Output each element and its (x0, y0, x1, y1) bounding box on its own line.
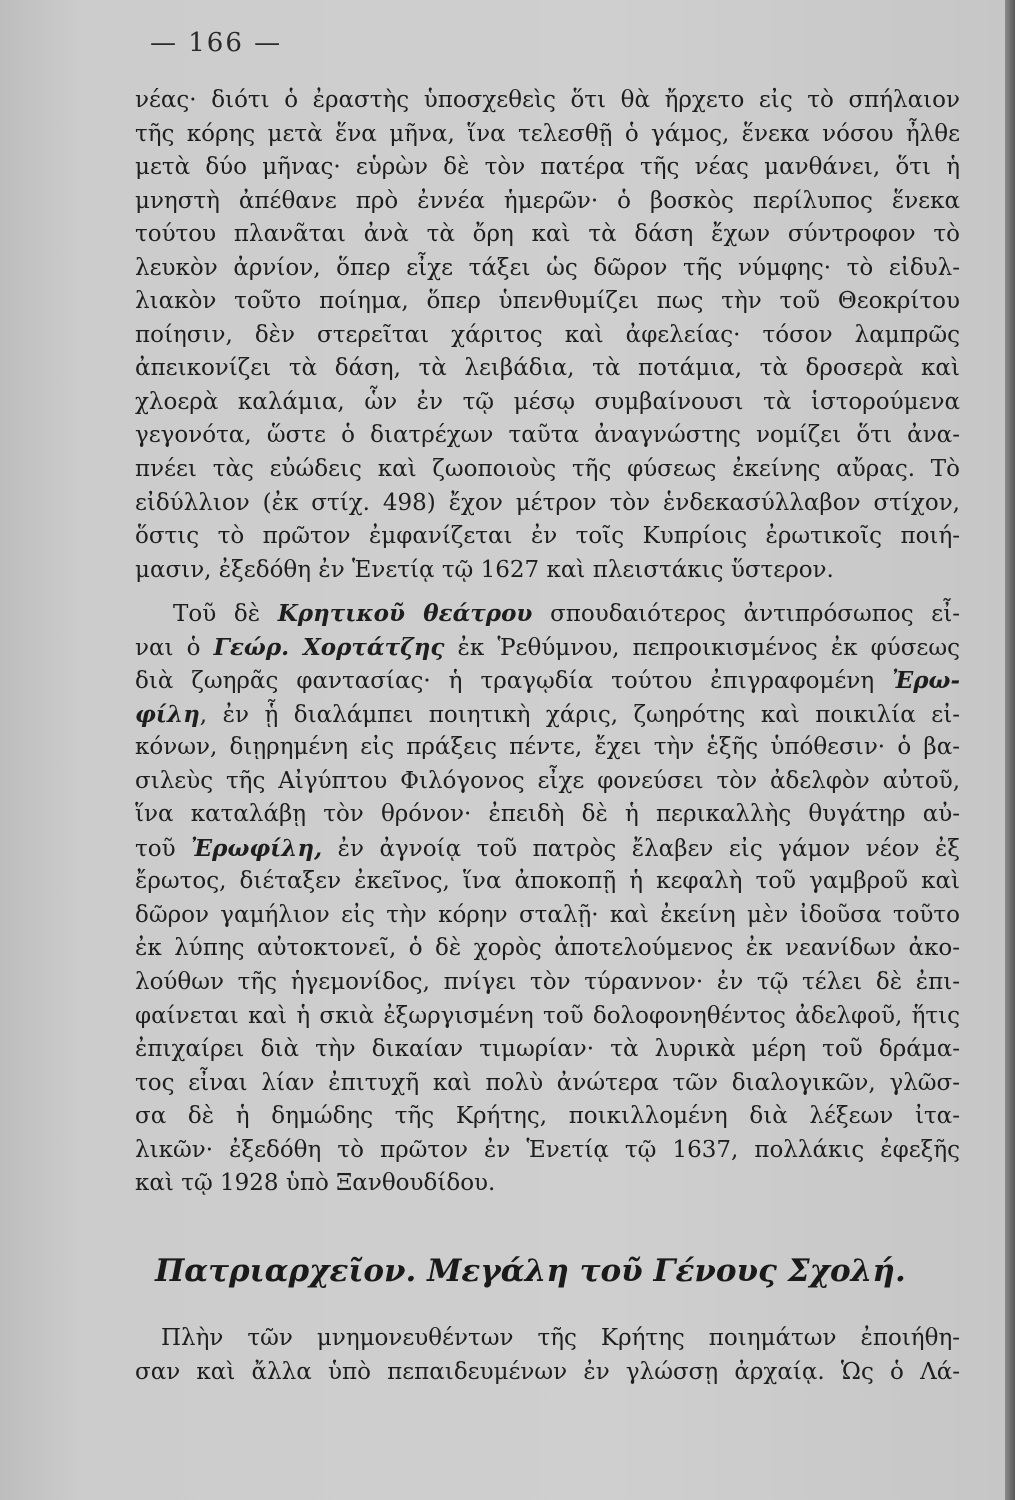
text-run: ἐκ Ῥεθύμνου, πεπροικισμένος ἐκ φύσεως (444, 634, 960, 661)
text-line: σα δὲ ἡ δημώδης τῆς Κρήτης, ποικιλλομένη διὰ λέξεων ἰτα- (135, 1103, 960, 1130)
text-line (135, 698, 960, 732)
text-run: σπουδαιότερος ἀντιπρόσωπος εἶ- (532, 601, 960, 627)
paragraph-2 (135, 597, 960, 1201)
text-line: πνέει τὰς εὐώδεις καὶ ζωοποιοὺς τῆς φύσεως ἐκείνης αὔρας. Τὸ (135, 456, 960, 483)
text-line: ἵνα καταλάβῃ τὸν θρόνον· ἐπειδὴ δὲ ἡ περικαλλὴς θυγάτηρ αὐ- (135, 801, 960, 828)
text-line: ποίησιν, δὲν στερεῖται χάριτος καὶ ἀφελείας· τόσον λαμπρῶς (135, 321, 960, 348)
text-line: ὅστις τὸ πρῶτον ἐμφανίζεται ἐν τοῖς Κυπρίοις ἐρωτικοῖς ποιή- (135, 523, 960, 550)
text-line: μετὰ δύο μῆνας· εὑρὼν δὲ τὸν πατέρα τῆς νέας μανθάνει, ὅτι ἡ (135, 154, 960, 181)
text-run: ναι ὁ (135, 634, 214, 661)
text-line: σαν καὶ ἄλλα ὑπὸ πεπαιδευμένων ἐν γλώσσῃ ἀρχαίᾳ. Ὡς ὁ Λά- (135, 1358, 960, 1385)
text-line: μασιν, ἐξεδόθη ἐν Ἑνετίᾳ τῷ 1627 καὶ πλειστάκις ὕστερον. (135, 556, 834, 583)
emphasis-author-name: Γεώρ. Χορτάτζης (213, 633, 445, 661)
text-line: ἀπεικονίζει τὰ δάση, τὰ λειβάδια, τὰ ποτάμια, τὰ δροσερὰ καὶ (135, 355, 960, 382)
paragraph-1 (135, 84, 960, 587)
text-line: τῆς κόρης μετὰ ἕνα μῆνα, ἵνα τελεσθῇ ὁ γάμος, ἕνεκα νόσου ἦλθε (135, 120, 960, 147)
text-run: ἐν ἀγνοίᾳ τοῦ πατρὸς ἔλαβεν εἰς γάμον νέον ἐξ (322, 835, 960, 862)
text-line: λιακὸν τοῦτο ποίημα, ὅπερ ὑπενθυμίζει πως τὴν τοῦ Θεοκρίτου (135, 288, 960, 315)
section-heading: Πατριαρχεῖον. Μεγάλη τοῦ Γένους Σχολή. (155, 1253, 906, 1289)
text-line: Πλὴν τῶν μνημονευθέντων τῆς Κρήτης ποιημάτων ἐποιήθη- (161, 1325, 960, 1351)
emphasis-title-erofili: φίλη (135, 700, 200, 728)
text-line: τος εἶναι λίαν ἐπιτυχῆ καὶ πολὺ ἀνώτερα τῶν διαλογικῶν, γλῶσ- (135, 1069, 960, 1096)
text-line: μνηστὴ ἀπέθανε πρὸ ἐννέα ἡμερῶν· ὁ βοσκὸς περίλυπος ἕνεκα (135, 187, 960, 214)
text-line: λούθων τῆς ἡγεμονίδος, πνίγει τὸν τύραννον· ἐν τῷ τέλει δὲ ἐπι- (135, 969, 960, 996)
text-line: ἔρωτος, διέταξεν ἐκεῖνος, ἵνα ἀποκοπῇ ἡ κεφαλὴ τοῦ γαμβροῦ καὶ (135, 868, 960, 895)
paragraph-3 (135, 1322, 960, 1389)
text-run: τοῦ (135, 835, 192, 862)
text-run: διὰ ζωηρᾶς φαντασίας· ἡ τραγῳδία τούτου ἐπιγραφομένη (135, 668, 893, 695)
text-run: , ἐν ᾗ διαλάμπει ποιητικὴ χάρις, ζωηρότης καὶ ποικιλία εἰ- (199, 701, 960, 728)
page-number: — 166 — (150, 28, 283, 58)
text-line (135, 631, 960, 665)
emphasis-title-erofili: Ἐρω- (892, 667, 960, 695)
text-line: λευκὸν ἀρνίον, ὅπερ εἶχε τάξει ὡς δῶρον τῆς νύμφης· τὸ εἰδυλ- (135, 254, 960, 281)
text-line: κόνων, διῃρημένη εἰς πράξεις πέντε, ἔχει τὴν ἑξῆς ὑπόθεσιν· ὁ βα- (135, 734, 960, 761)
text-line: λικῶν· ἐξεδόθη τὸ πρῶτον ἐν Ἑνετίᾳ τῷ 1637, πολλάκις ἐφεξῆς (135, 1136, 960, 1163)
text-line (135, 664, 960, 698)
emphasis-erofili: Ἐρωφίλη, (191, 834, 323, 862)
text-line: δῶρον γαμήλιον εἰς τὴν κόρην σταλῇ· καὶ ἐκείνη μὲν ἰδοῦσα τοῦτο (135, 901, 960, 928)
text-line: εἰδύλλιον (ἐκ στίχ. 498) ἔχον μέτρον τὸν ἑνδεκασύλλαβον στίχον, (135, 489, 960, 516)
text-run: Τοῦ δὲ (173, 601, 278, 627)
emphasis-cretan-theatre: Κρητικοῦ θεάτρου (277, 600, 533, 627)
text-line: ἐπιχαίρει διὰ τὴν δικαίαν τιμωρίαν· τὰ λυρικὰ μέρη τοῦ δράμα- (135, 1036, 960, 1063)
text-line: χλοερὰ καλάμια, ὧν ἐν τῷ μέσῳ συμβαίνουσι τὰ ἱστορούμενα (135, 388, 960, 415)
text-line: γεγονότα, ὥστε ὁ διατρέχων ταῦτα ἀναγνώστης νομίζει ὅτι ἀνα- (135, 422, 960, 449)
text-line: φαίνεται καὶ ἡ σκιὰ ἐξωργισμένη τοῦ δολοφονηθέντος ἀδελφοῦ, ἥτις (135, 1002, 960, 1029)
text-line (135, 597, 960, 631)
text-line: σιλεὺς τῆς Αἰγύπτου Φιλόγονος εἶχε φονεύσει τὸν ἀδελφὸν αὐτοῦ, (135, 767, 960, 794)
text-line (135, 832, 960, 866)
text-line: καὶ τῷ 1928 ὑπὸ Ξανθουδίδου. (135, 1170, 496, 1197)
page-edge (1005, 0, 1015, 1500)
text-line: ἐκ λύπης αὐτοκτονεῖ, ὁ δὲ χορὸς ἀποτελούμενος ἐκ νεανίδων ἀκο- (135, 935, 960, 962)
text-line: νέας· διότι ὁ ἐραστὴς ὑποσχεθεὶς ὅτι θὰ ἤρχετο εἰς τὸ σπήλαιον (135, 87, 960, 113)
text-line: τούτου πλανᾶται ἀνὰ τὰ ὄρη καὶ τὰ δάση ἔχων σύντροφον τὸ (135, 221, 960, 248)
